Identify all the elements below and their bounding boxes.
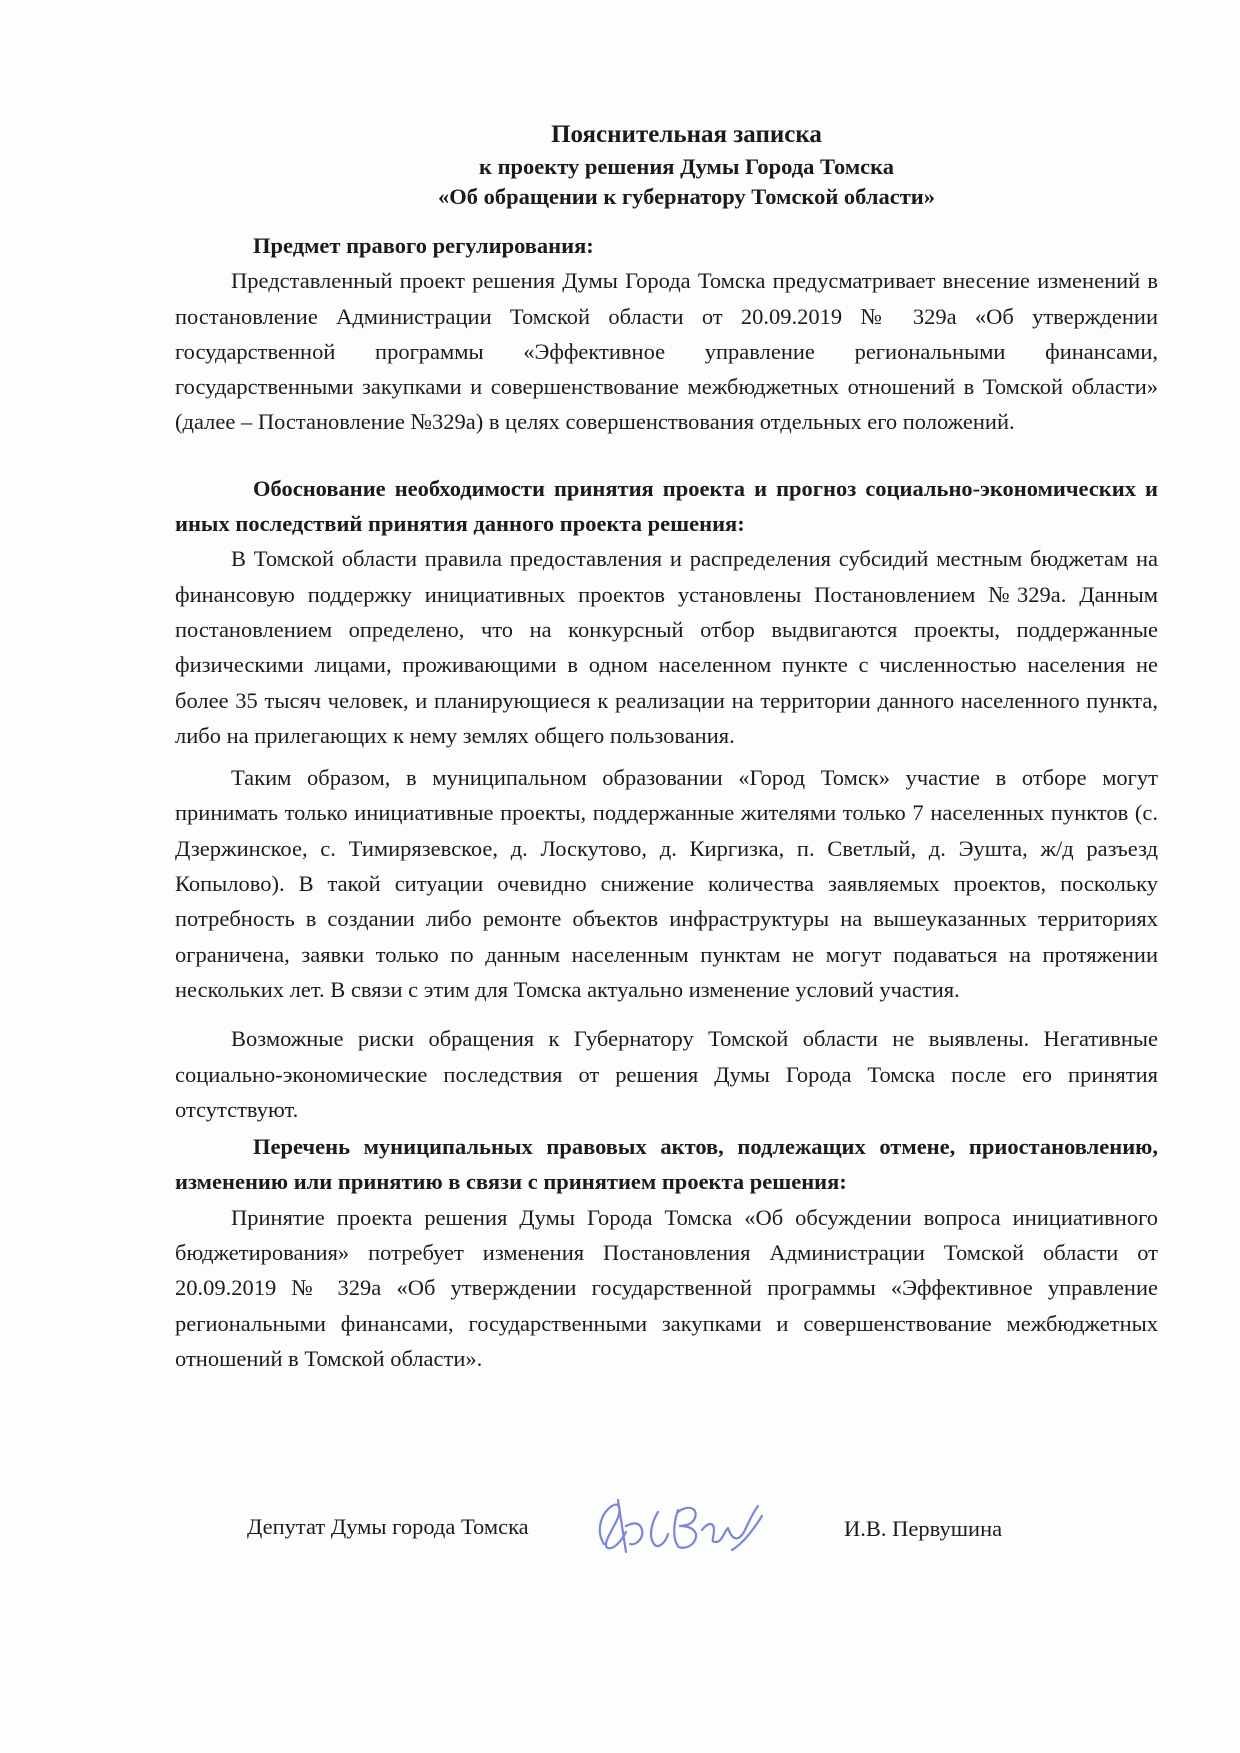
rationale-paragraph-3: Возможные риски обращения к Губернатору Томской области не выявлены. Негативные социально-экономические последствия от решения Думы Города Томска после его принятия отсутствуют. [175, 1026, 1158, 1122]
title-block [175, 118, 1158, 212]
document-body [175, 118, 1158, 1376]
subject-paragraph: Представленный проект решения Думы Города Томска предусматривает внесение изменений в постановление Администрации Томской области от 20.09.2019 № 329а «Об утверждении государственной программы «Эффективное управление региональными финансами, государственными закупками и совершенствование межбюджетных отношений в Томской области» (далее – Постановление №329а) в целях совершенствования отдельных его положений. [175, 268, 1158, 435]
subject-heading: Предмет правого регулирования: [253, 233, 594, 258]
acts-paragraph: Принятие проекта решения Думы Города Томска «Об обсуждении вопроса инициативного бюджетирования» потребует изменения Постановления Администрации Томской области от 20.09.2019 № 329а «Об утверждении государственной программы «Эффективное управление региональными финансами, государственными закупками и совершенствование межбюджетных отношений в Томской области». [175, 1204, 1158, 1371]
rationale-paragraph-1: В Томской области правила предоставления и распределения субсидий местным бюджетам на финансовую поддержку инициативных проектов установлены Постановлением №329а. Данным постановлением определено, что на конкурсный отбор выдвигаются проекты, поддержанные физическими лицами, проживающими в одном населенном пункте с численностью населения не более 35 тысяч человек, и планирующиеся к реализации на территории данного населенного пункта, либо на прилегающих к нему землях общего пользования. [175, 546, 1158, 748]
rationale-paragraph-2: Таким образом, в муниципальном образовании «Город Томск» участие в отборе могут принимать только инициативные проекты, поддержанные жителями только 7 населенных пунктов (с. Дзержинское, с. Тимирязевское, д. Лоскутово, д. Киргизка, п. Светлый, д. Эушта, ж/д разъезд Копылово). В такой ситуации очевидно снижение количества заявляемых проектов, поскольку потребность в создании либо ремонте объектов инфраструктуры на вышеуказанных территориях ограничена, заявки только по данным населенным пунктам не могут подаваться на протяжении нескольких лет. В связи с этим для Томска актуально изменение условий участия. [175, 765, 1158, 1002]
signature-block [247, 1502, 1047, 1562]
document-subtitle-line1: к проекту решения Думы Города Томска [478, 154, 895, 179]
handwritten-signature-icon [582, 1492, 782, 1562]
rationale-heading: Обоснование необходимости принятия проекта и прогноз социально-экономических и иных последствий принятия данного проекта решения: [175, 475, 1158, 537]
signature-name: И.В. Первушина [844, 1516, 1003, 1541]
signature-position: Депутат Думы города Томска [247, 1514, 529, 1539]
acts-heading: Перечень муниципальных правовых актов, подлежащих отмене, приостановлению, изменению или принятию в связи с принятием проекта решения: [175, 1134, 1158, 1195]
document-subtitle-line2: «Об обращении к губернатору Томской области» [437, 184, 936, 209]
document-title: Пояснительная записка [551, 121, 822, 148]
